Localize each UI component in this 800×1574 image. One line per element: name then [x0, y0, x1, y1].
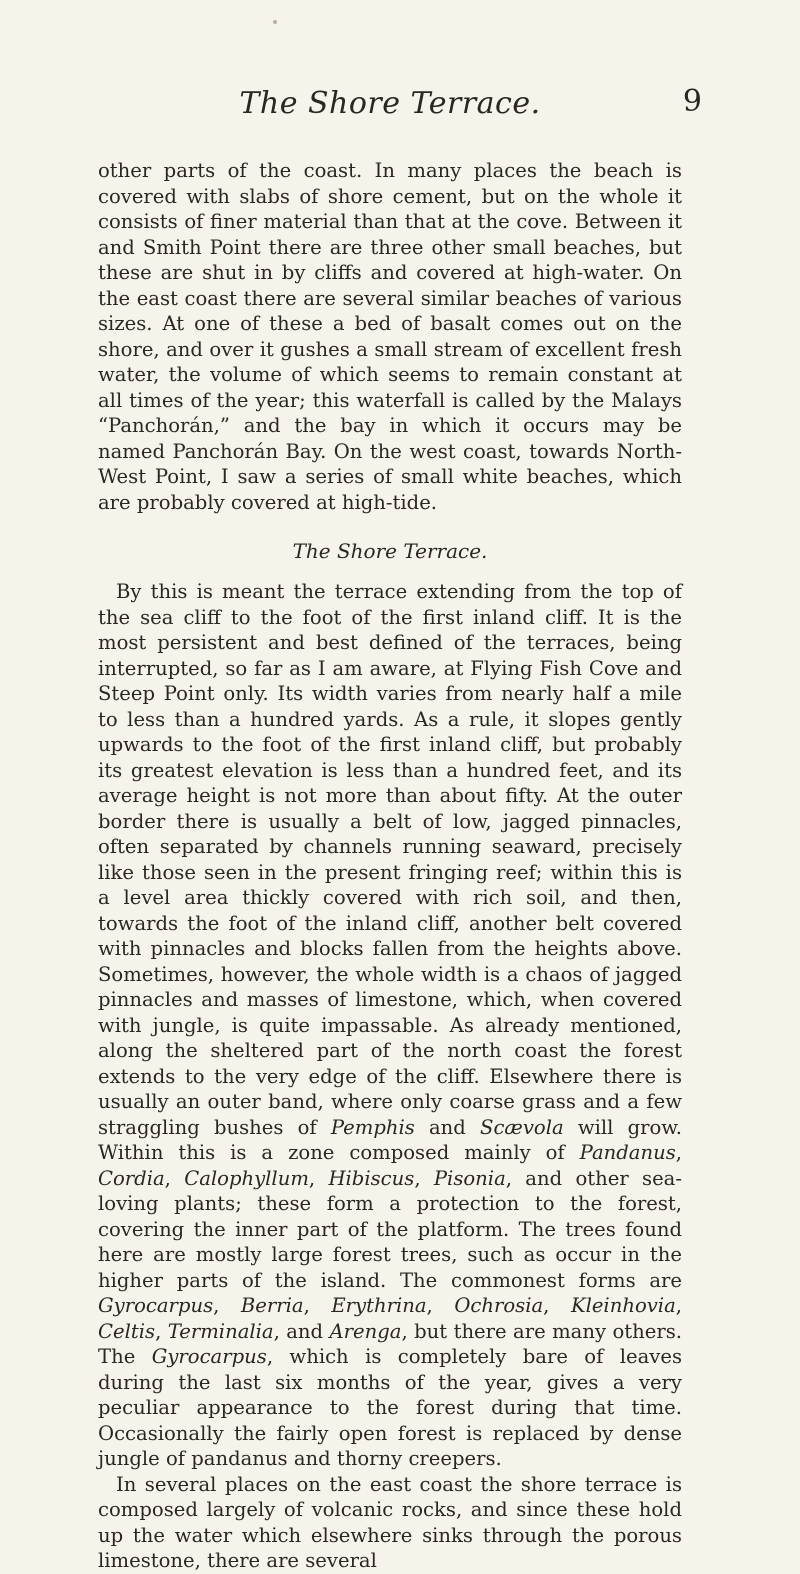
running-head	[98, 84, 702, 130]
italic-term: Ochrosia	[454, 1294, 544, 1317]
text-run: ,	[303, 1294, 332, 1317]
text-run: By this is meant the terrace extending from the top of the sea cliff to the foot of the first inland cliff. It is the most persistent and best defined of the terraces, being interrupted, so far as I am aware, at Flying Fish Cove and Steep Point only. Its width varies from nearly half a mile to less than a hundred yards. As a rule, it slopes gently upwards to the foot of the first inland cliff, but probably its greatest elevation is less than a hundred feet, and its average height is not more than about fifty. At the outer border there is usually a belt of low, jagged pinnacles, often separated by channels running seaward, precisely like those seen in the present fringing reef; within this is a level area thickly covered with rich soil, and then, towards the foot of the inland cliff, another belt covered with pinnacles and blocks fallen from the heights above. Sometimes, however, the whole width is a chaos of jagged pinnacles and masses of limestone, which, when covered with jungle, is quite impassable. As already mentioned, along the sheltered part of the north coast the forest extends to the very edge of the cliff. Elsewhere there is usually an outer band, where only coarse grass and a few straggling bushes of	[98, 580, 682, 1139]
italic-term: Berria	[240, 1294, 304, 1317]
text-run: ,	[543, 1294, 571, 1317]
paragraph-continued: other parts of the coast. In many places the beach is covered with slabs of shore cement, but on the whole it consists of finer material than that at the cove. Between it and Smith Point there are three other small beaches, but these are shut in by cliffs and covered at high-water. On the east coast there are several similar beaches of various sizes. At one of these a bed of basalt comes out on the shore, and over it gushes a small stream of excellent fresh water, the volume of which seems to remain constant at all times of the year; this waterfall is called by the Malays “Panchorán,” and the bay in which it occurs may be named Panchorán Bay. On the west coast, towards North-West Point, I saw a series of small white beaches, which are probably covered at high-tide.	[98, 159, 682, 514]
section-heading: The Shore Terrace.	[292, 539, 488, 563]
italic-term: Cordia	[98, 1166, 165, 1190]
italic-term: Scævola	[480, 1115, 564, 1139]
paper-speck	[273, 20, 277, 24]
text-run: ,	[675, 1294, 682, 1317]
italic-term: Terminalia	[167, 1319, 274, 1343]
text-run: ,	[213, 1294, 241, 1317]
text-run: , and other sea-loving plants; these form a protection to the forest, covering the inner part of the platform. The trees found here are mostly large forest trees, such as occur in the higher parts of the island. The commonest forms are	[98, 1166, 682, 1292]
paragraph-shore-terrace	[98, 579, 682, 1472]
text-run: , and	[273, 1319, 330, 1343]
italic-term: Pisonia	[433, 1166, 506, 1190]
italic-term: Celtis	[98, 1319, 156, 1343]
paragraph-volcanic-rocks: In several places on the east coast the shore terrace is composed largely of volcanic rocks, and since these hold up the water which elsewhere sinks through the porous limestone, there are several	[98, 1472, 682, 1572]
italic-term: Pandanus	[579, 1141, 676, 1164]
text-run: ,	[414, 1166, 434, 1190]
italic-term: Kleinhovia	[570, 1294, 676, 1317]
italic-term: Arenga	[329, 1319, 402, 1343]
text-run: ,	[308, 1166, 329, 1190]
italic-term: Gyrocarpus	[98, 1294, 214, 1317]
italic-term: Gyrocarpus	[151, 1345, 267, 1368]
italic-term: Pemphis	[330, 1115, 415, 1139]
text-run: will grow. Within this is a zone composed mainly of	[98, 1115, 682, 1164]
text-run: ,	[426, 1294, 455, 1317]
text-run: ,	[164, 1166, 185, 1190]
text-run: , but there are many others. The	[98, 1319, 682, 1368]
italic-term: Calophyllum	[184, 1166, 309, 1190]
italic-term: Erythrina	[331, 1294, 427, 1317]
text-run: and	[414, 1115, 481, 1139]
text-run: ,	[675, 1141, 682, 1164]
text-run: ,	[155, 1319, 168, 1343]
page-number: 9	[682, 84, 702, 119]
text-run: , which is completely bare of leaves during the last six months of the year, gives a very peculiar appearance to the forest during that time. Occasionally the fairly open forest is replaced by dense jungle of pandanus and thorny creepers.	[98, 1345, 683, 1470]
italic-term: Hibiscus	[328, 1166, 415, 1190]
running-title: The Shore Terrace.	[239, 86, 541, 121]
